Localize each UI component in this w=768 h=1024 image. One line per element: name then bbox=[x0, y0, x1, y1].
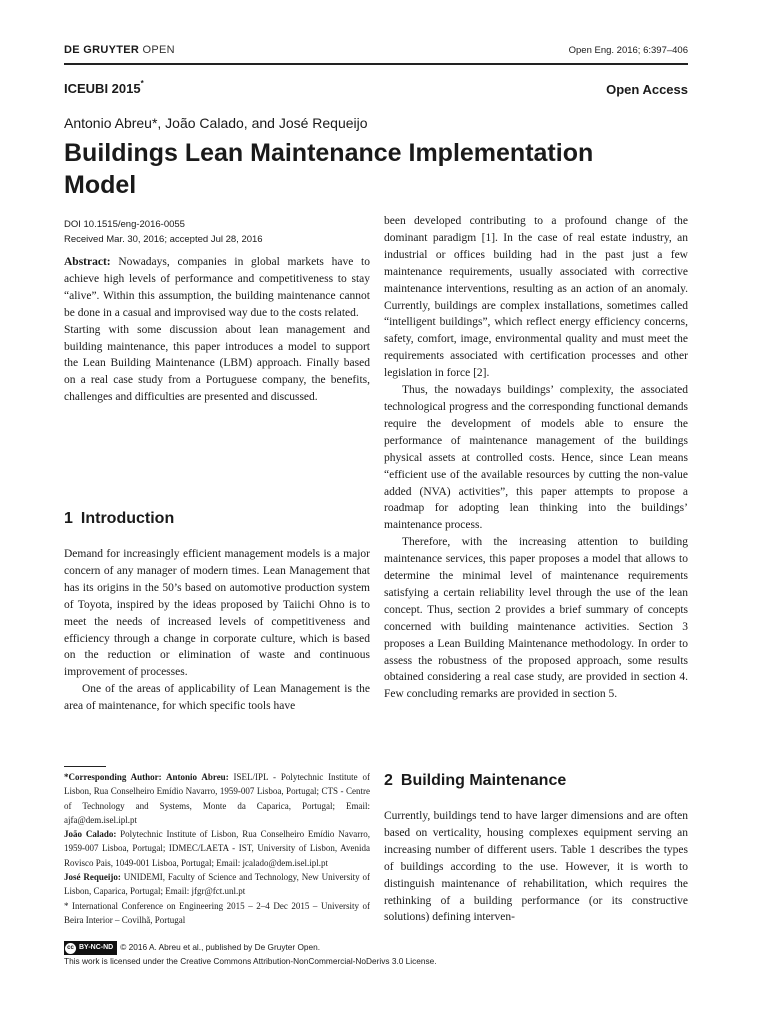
abstract-label: Abstract: bbox=[64, 256, 111, 268]
cc-license-icon bbox=[64, 941, 117, 955]
license-line-2: This work is licensed under the Creative Commons Attribution-NonCommercial-NoDerivs 3.0 License. bbox=[64, 956, 437, 966]
abstract-paragraph-1 bbox=[64, 254, 370, 322]
footnote-text: ISEL/IPL - Polytechnic Institute of Lisbon, Rua Conselheiro Emídio Navarro, 1959-007 Lisboa, Portugal; CTS - Centre of Technology and Systems, Monte da Caparica, Portugal; Email: ajfa@dem.isel.ipl.pt bbox=[64, 772, 370, 825]
footnote-label: *Corresponding Author: Antonio Abreu: bbox=[64, 772, 229, 782]
conference-label bbox=[64, 81, 144, 96]
publisher-name: DE GRUYTER bbox=[64, 44, 140, 56]
received-dates: Received Mar. 30, 2016; accepted Jul 28, 2016 bbox=[64, 234, 263, 245]
section-title: Building Maintenance bbox=[400, 772, 567, 789]
cc-logo-icon: cc bbox=[65, 943, 76, 954]
paper-title: Buildings Lean Maintenance Implementation Model bbox=[64, 139, 594, 199]
conference-name: ICEUBI 2015 bbox=[64, 81, 141, 96]
doi: DOI 10.1515/eng-2016-0055 bbox=[64, 219, 185, 230]
section-title: Introduction bbox=[80, 510, 175, 527]
bm-paragraph-1: Currently, buildings tend to have larger dimensions and are often based on verticality, housing complexes equipment serving an increasing number of different users. Table 1 describes the types of buildings according to the use. However, it is worth to distinguish maintenance of rehabilitation, which requires the rethinking of a building performance (or its constructive solutions) defining interven- bbox=[384, 810, 688, 924]
header-rule bbox=[64, 63, 688, 65]
footnote-author-3 bbox=[64, 870, 370, 899]
footnote-conference: * International Conference on Engineering 2015 – 2–4 Dec 2015 – University of Beira Interior – Covilhã, Portugal bbox=[64, 900, 370, 925]
footnote-corresponding-author bbox=[64, 770, 370, 827]
publisher-open: OPEN bbox=[142, 44, 175, 56]
abstract-text-1: Nowadays, companies in global markets have to achieve high levels of performance and competitiveness to stay “alive”. Within this assumption, the building maintenance cannot be done in a casual and improvised way due to the costs related. bbox=[64, 256, 370, 319]
license-notice bbox=[64, 941, 704, 967]
footnote-rule bbox=[64, 766, 106, 767]
abstract bbox=[64, 254, 370, 406]
cc-badge-text: BY-NC-ND bbox=[79, 944, 114, 951]
right-paragraph-2: Thus, the nowadays buildings’ complexity, the associated technological progress and the corresponding functional demands require the development of models able to ensure the performance of maintenance management of the buildings physical assets at controlled costs. Hence, since Lean means “efficient use of the available resources by cutting the non-value added (NVA) activities”, this paper attempts to propose a roadmap for adopting lean thinking into the buildings’ maintenance process. bbox=[384, 384, 688, 532]
section-heading-introduction bbox=[64, 510, 174, 528]
author-list: Antonio Abreu*, João Calado, and José Requeijo bbox=[64, 115, 368, 131]
conference-footnote-mark: * bbox=[140, 79, 144, 88]
intro-paragraph-1: Demand for increasingly efficient management models is a major concern of any manager of modern times. Lean Management that has its origins in the 50’s based on automotive production system of Toyota, inspired by the ideas proposed by Taiichi Ohno is to meet the needs of increased levels of competitiveness and efficiency through a change in corporate culture, which is based on the reduction or elimination of waste and continuous improvement of processes. bbox=[64, 548, 370, 679]
footnotes bbox=[64, 770, 370, 927]
intro-paragraph-2: One of the areas of applicability of Lean Management is the area of maintenance, for which specific tools have bbox=[64, 683, 370, 713]
footnote-label: José Requeijo: bbox=[64, 872, 121, 883]
copyright-text: © 2016 A. Abreu et al., published by De Gruyter Open. bbox=[120, 942, 321, 953]
section-number: 2 bbox=[384, 772, 393, 789]
right-paragraph-3: Therefore, with the increasing attention to building maintenance services, this paper proposes a model that allows to determine the minimal level of maintenance requirements satisfying a certain reliability level through the use of the lean concept. Thus, section 2 provides a brief summary of concepts concerned with building maintenance activities. Section 3 proposes a Lean Building Maintenance methodology. In order to assess the robustness of the proposed approach, some results obtained considering a real case study, are provided in section 4. Few concluding remarks are provided in section 5. bbox=[384, 536, 688, 701]
abstract-paragraph-2: Starting with some discussion about lean management and building maintenance, this paper introduces a model to support the Lean Building Maintenance (LBM) approach. Finally based on a real case study from a Portuguese company, the benefits, challenges and difficulties are presented and discussed. bbox=[64, 323, 370, 404]
building-maintenance-body bbox=[384, 808, 688, 926]
right-column-body bbox=[384, 213, 688, 703]
footnote-label: João Calado: bbox=[64, 829, 117, 840]
license-line-1 bbox=[64, 941, 704, 955]
journal-reference: Open Eng. 2016; 6:397–406 bbox=[568, 45, 688, 56]
open-access-label: Open Access bbox=[606, 82, 688, 97]
footnote-text: UNIDEMI, Faculty of Science and Technology, New University of Lisbon, Caparica, Portugal; Email: jfgr@fct.unl.pt bbox=[64, 872, 370, 897]
footnote-text: Polytechnic Institute of Lisbon, Rua Conselheiro Emídio Navarro, 1959-007 Lisboa, Portugal; IDMEC/LAETA - IST, University of Lisbon, Avenida Rovisco Pais, 1049-001 Lisboa, Portugal; Email: jcalado@dem.isel.ipl.pt bbox=[64, 829, 370, 868]
footnote-author-2 bbox=[64, 827, 370, 870]
section-heading-building-maintenance bbox=[384, 772, 566, 790]
article-metadata bbox=[64, 217, 263, 247]
right-paragraph-1: been developed contributing to a profound change of the dominant paradigm [1]. In the case of real estate industry, an industrial or offices building had in the past just a few maintenance requirements, usually associated with corrective maintenance interventions, resulting as an action of an anomaly. Currently, buildings are complex installations, sometimes called “intelligent buildings”, which reflect energy efficiency concerns, safety, comfort, image, environmental quality and must meet the requirements associated with certification processes and other legislation in force [2]. bbox=[384, 215, 688, 380]
introduction-body bbox=[64, 546, 370, 715]
section-number: 1 bbox=[64, 510, 73, 527]
running-header bbox=[64, 44, 688, 60]
publisher-logo bbox=[64, 44, 175, 56]
